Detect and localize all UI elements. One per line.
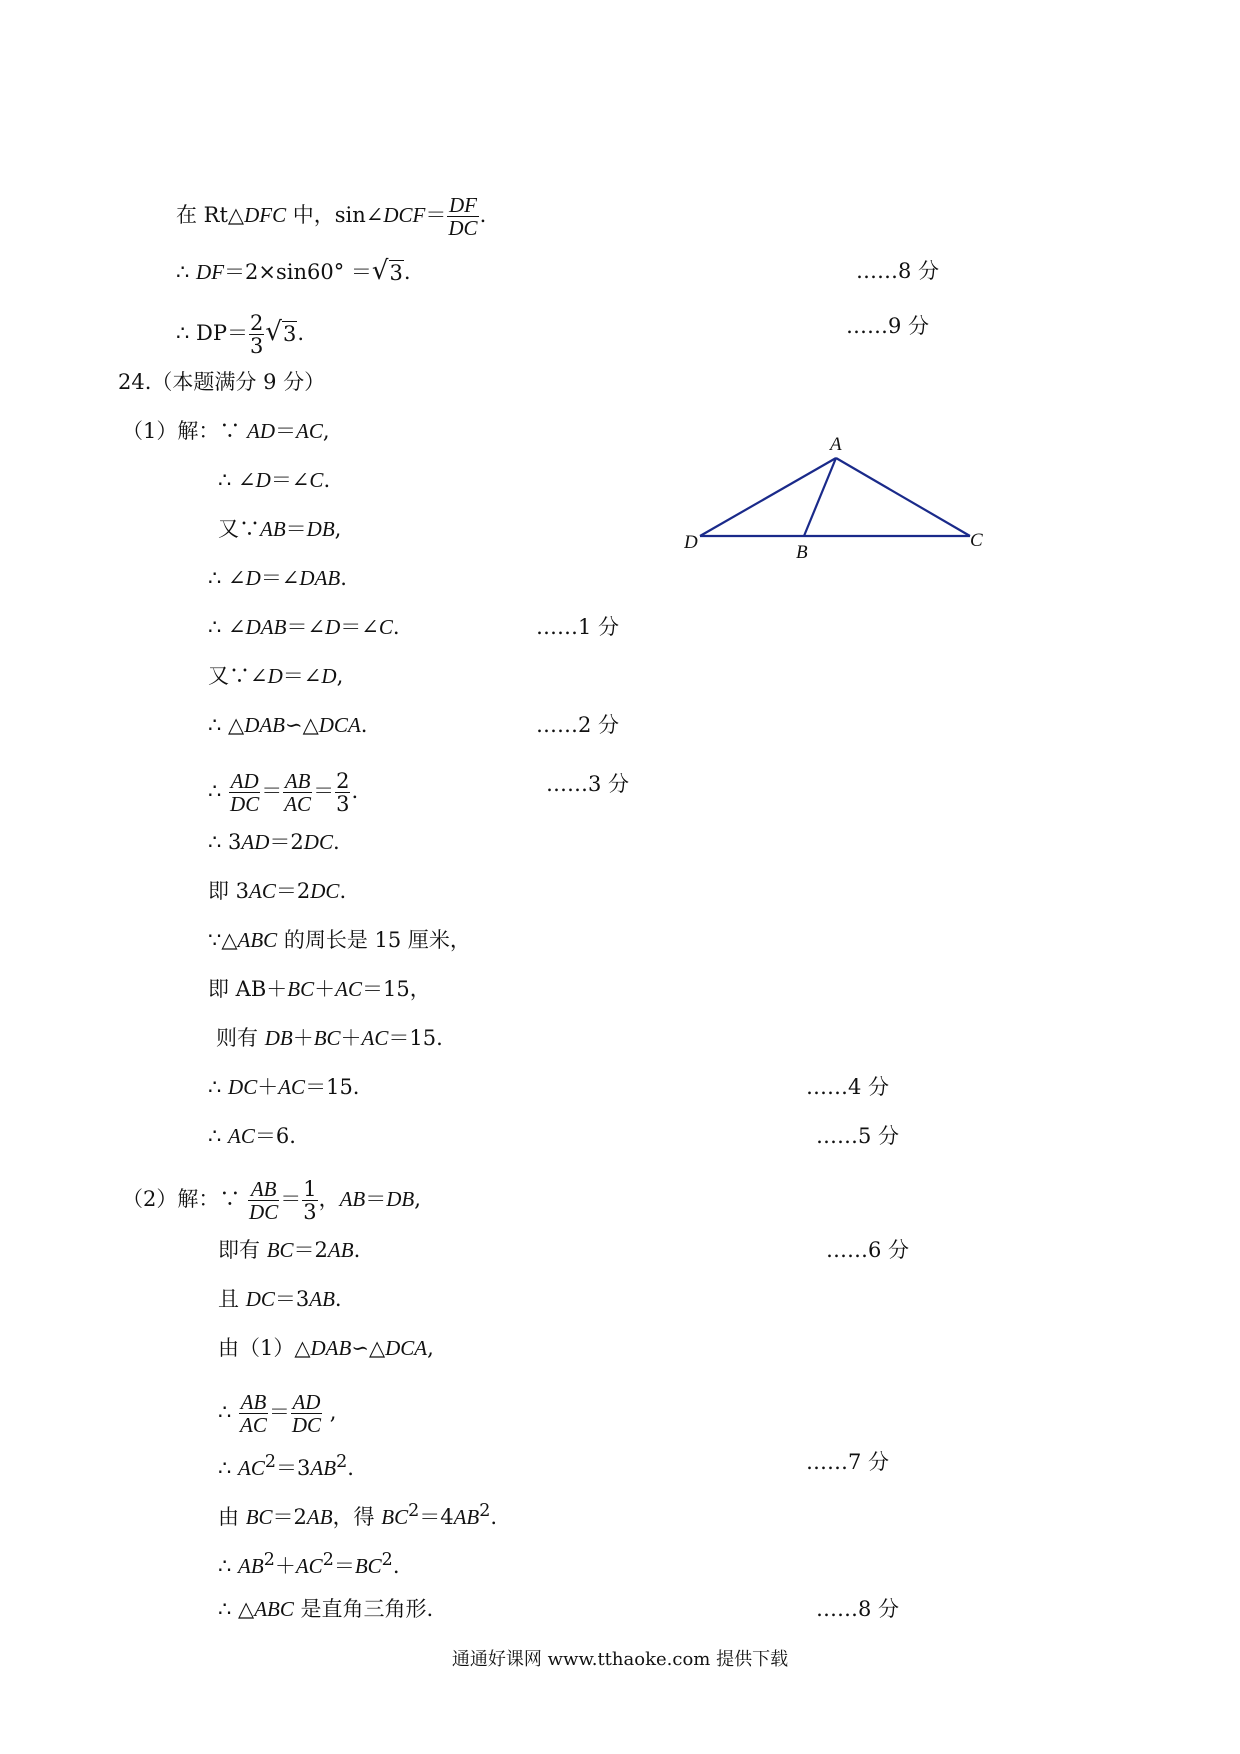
segment-ac <box>836 458 970 536</box>
segment-da <box>700 458 836 536</box>
fraction: $\frac{AB}{AC}$ <box>284 769 312 816</box>
proof-line: ∴ $AC^2=3AB^2$. <box>218 1452 354 1480</box>
proof-line: ∴ △DAB∽△DCA. <box>208 713 368 737</box>
segment-ab <box>804 458 836 536</box>
proof-line: ∴ AC＝6. <box>208 1124 296 1148</box>
line-df-value: ∴ DF＝2×sin60° ＝ √ 3 . <box>176 256 411 286</box>
proof-line: 由 BC＝2AB，得 $BC^2=4AB^2$. <box>218 1501 498 1529</box>
proof-line: ∴ ∠D＝∠DAB. <box>208 566 347 590</box>
score-mark: ……4 分 <box>806 1075 890 1099</box>
fraction: $\frac{AD}{DC}$ <box>291 1390 322 1437</box>
fraction: $\frac{AB}{AC}$ <box>240 1390 267 1437</box>
proof-line: ∵△ABC 的周长是 15 厘米， <box>208 928 471 952</box>
score-mark: ……8 分 <box>816 1597 900 1621</box>
fraction: $\frac{DF}{DC}$ <box>448 193 478 240</box>
proof-line: ∴ DC＋AC＝15. <box>208 1075 360 1099</box>
proof-line: ∴ 3AD＝2DC. <box>208 830 340 854</box>
score-mark: ……5 分 <box>816 1124 900 1148</box>
question-heading: 24.（本题满分 9 分） <box>118 370 326 394</box>
triangle-figure <box>684 430 984 570</box>
fraction: $\frac{2}{3}$ <box>336 769 350 816</box>
fraction: $\frac{2}{3}$ <box>250 311 264 358</box>
proof-line: 又∵∠D＝∠D, <box>208 664 344 688</box>
proof-line: 且 DC＝3AB. <box>218 1287 342 1311</box>
proof-line: ∴ $\frac{AB}{AC}$ ＝ $\frac{AD}{DC}$ , <box>218 1390 337 1437</box>
score-mark: ……3 分 <box>546 772 630 796</box>
proof-line: 即有 BC＝2AB. <box>218 1238 361 1262</box>
triangle-lines <box>700 458 970 536</box>
score-mark: ……1 分 <box>536 615 620 639</box>
label-b: B <box>796 542 808 563</box>
proof-line: ∴ ∠D＝∠C. <box>218 468 331 492</box>
proof-line: 即 AB＋BC＋AC＝15， <box>208 977 431 1001</box>
fraction: $\frac{AB}{DC}$ <box>249 1177 279 1224</box>
proof-line: ∴ △ABC 是直角三角形. <box>218 1597 434 1621</box>
proof-line: 又∵AB＝DB, <box>218 517 342 541</box>
square-root: √ 3 <box>371 256 403 286</box>
fraction: $\frac{AD}{DC}$ <box>230 769 260 816</box>
label-c: C <box>970 530 983 551</box>
line-rt-sin: 在 Rt△DFC 中，sin∠DCF＝ $\frac{DF}{DC}$ . <box>176 193 487 240</box>
line-dp-value: ∴ DP＝ $\frac{2}{3}$ √ 3 . <box>176 311 305 358</box>
score-mark: ……9 分 <box>846 314 930 338</box>
proof-line: 由（1）△DAB∽△DCA, <box>218 1336 434 1360</box>
score-mark: ……6 分 <box>826 1238 910 1262</box>
label-a: A <box>830 434 842 455</box>
score-mark: ……7 分 <box>806 1450 890 1474</box>
label-d: D <box>684 532 698 553</box>
page-footer: 通通好课网 www.tthaoke.com 提供下载 <box>451 1649 789 1670</box>
fraction: $\frac{1}{3}$ <box>303 1177 317 1224</box>
proof-line: 即 3AC＝2DC. <box>208 879 347 903</box>
proof-line: ∴ ∠DAB＝∠D＝∠C. <box>208 615 400 639</box>
proof-line: ∴ $AB^2+AC^2=BC^2$. <box>218 1550 400 1578</box>
part1-line: （1）解：∵ AD＝AC, <box>122 419 330 443</box>
proof-line: ∴ $\frac{AD}{DC}$ ＝ $\frac{AB}{AC}$ ＝ $\frac{2}{3}$ . <box>208 769 359 816</box>
score-mark: ……8 分 <box>856 259 940 283</box>
score-mark: ……2 分 <box>536 713 620 737</box>
square-root: √ 3 <box>265 317 297 347</box>
proof-line: 则有 DB＋BC＋AC＝15. <box>216 1026 443 1050</box>
part2-line: （2）解：∵ $\frac{AB}{DC}$ ＝ $\frac{1}{3}$ ，AB＝DB, <box>122 1177 421 1224</box>
